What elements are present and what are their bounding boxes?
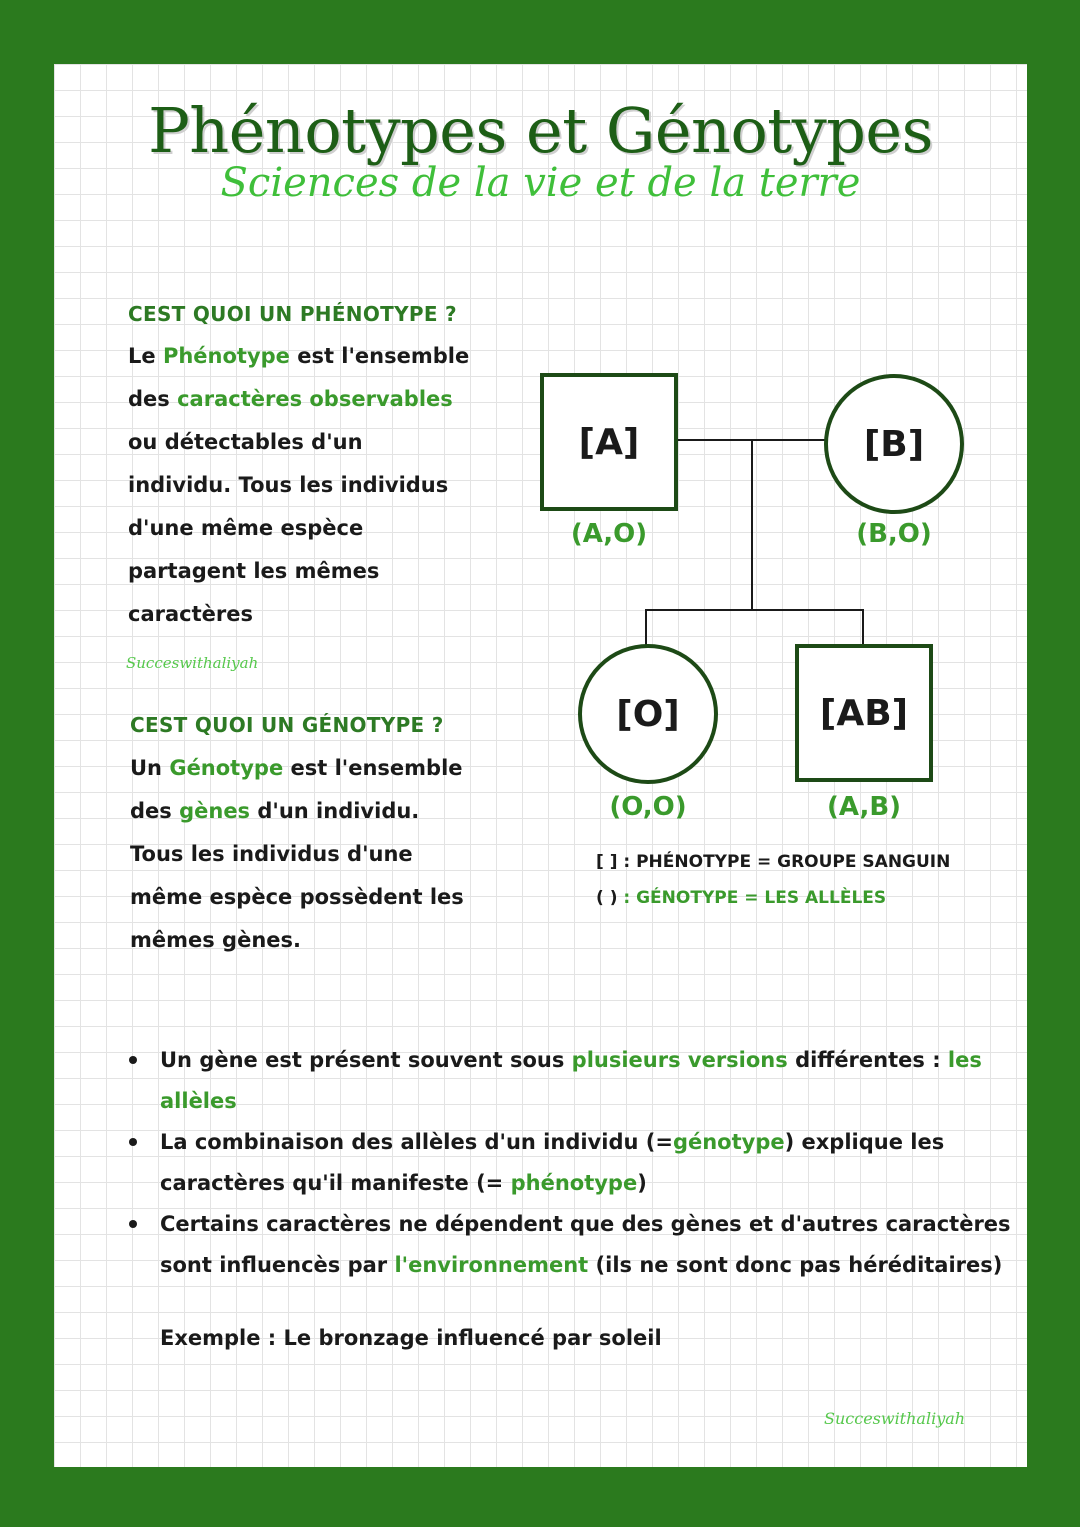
list-item xyxy=(160,1204,1020,1286)
text: des xyxy=(130,799,180,823)
text: différentes : xyxy=(787,1048,948,1072)
phenotype-line-7: caractères xyxy=(128,602,253,626)
text: d'un individu. xyxy=(250,799,420,823)
legend-genotype xyxy=(596,888,886,908)
phenotype-line-3: ou détectables d'un xyxy=(128,430,363,454)
signature-bottom: Succeswithaliyah xyxy=(824,1409,966,1428)
legend-parens: ( ) xyxy=(596,888,618,908)
mother-genotype: (B,O) xyxy=(856,519,932,549)
text: est l'ensemble xyxy=(283,756,463,780)
father-genotype: (A,O) xyxy=(570,519,648,549)
text: La combinaison des allèles d'un individu (= xyxy=(160,1130,673,1154)
phenotype-line-6: partagent les mêmes xyxy=(128,559,380,583)
text: (ils ne sont donc pas héréditaires) xyxy=(588,1253,1003,1277)
highlight: phénotype xyxy=(510,1171,638,1195)
highlight: plusieurs versions xyxy=(571,1048,788,1072)
genotype-line-4: même espèce possèdent les xyxy=(130,885,464,909)
legend-phenotype: [ ] : PHÉNOTYPE = GROUPE SANGUIN xyxy=(596,852,951,872)
sibship-line xyxy=(645,609,864,611)
text: Certains caractères ne dépendent que des gènes et d'autres caractères sont influencès par xyxy=(160,1212,1011,1277)
text: est l'ensemble xyxy=(289,344,470,368)
genotype-line-5: mêmes gènes. xyxy=(130,928,302,952)
page-title: Phénotypes et Génotypes xyxy=(148,94,933,167)
bullet-icon xyxy=(129,1220,137,1228)
highlight-genotype: Génotype xyxy=(169,756,284,780)
highlight: les allèles xyxy=(160,1048,982,1113)
phenotype-heading: CEST QUOI UN PHÉNOTYPE ? xyxy=(128,302,457,326)
child1-line xyxy=(645,609,647,649)
bullet-icon xyxy=(129,1056,137,1064)
text: ) explique les caractères qu'il manifeste (= xyxy=(160,1130,945,1195)
bullet-icon xyxy=(129,1138,137,1146)
genotype-line-3: Tous les individus d'une xyxy=(130,842,413,866)
genotype-definition xyxy=(130,747,464,962)
text: ) xyxy=(637,1171,647,1195)
list-item xyxy=(160,1122,1020,1204)
mother-circle: [B] xyxy=(824,374,964,514)
child1-genotype: (O,O) xyxy=(609,792,687,822)
father-square: [A] xyxy=(540,373,678,511)
descent-line xyxy=(751,440,753,610)
phenotype-line-1 xyxy=(128,335,469,378)
text: des xyxy=(128,387,178,411)
child2-genotype: (A,B) xyxy=(826,792,902,822)
phenotype-line-2 xyxy=(128,378,469,421)
highlight-genes: gènes xyxy=(179,799,251,823)
genotype-heading: CEST QUOI UN GÉNOTYPE ? xyxy=(130,713,444,737)
child1-circle: [O] xyxy=(578,644,718,784)
text: Un xyxy=(130,756,170,780)
legend-genotype-text: : GÉNOTYPE = LES ALLÈLES xyxy=(617,888,887,908)
highlight: l'environnement xyxy=(394,1253,589,1277)
genotype-line-1 xyxy=(130,747,464,790)
highlight-phenotype: Phénotype xyxy=(162,344,290,368)
child2-square: [AB] xyxy=(795,644,933,782)
list-item xyxy=(160,1040,1020,1122)
text: Le xyxy=(128,344,163,368)
page-subtitle: Sciences de la vie et de la terre xyxy=(220,160,861,206)
phenotype-definition xyxy=(128,335,469,636)
phenotype-line-5: d'une même espèce xyxy=(128,516,364,540)
example-line: Exemple : Le bronzage influencé par soleil xyxy=(160,1326,662,1350)
notes-sheet xyxy=(54,64,1027,1467)
highlight-observables: caractères observables xyxy=(177,387,453,411)
highlight: génotype xyxy=(672,1130,785,1154)
child2-line xyxy=(862,609,864,645)
text: Un gène est présent souvent sous xyxy=(160,1048,572,1072)
phenotype-line-4: individu. Tous les individus xyxy=(128,473,449,497)
notes-list xyxy=(122,1040,1020,1286)
genotype-line-2 xyxy=(130,790,464,833)
signature-mid: Succeswithaliyah xyxy=(126,654,259,672)
